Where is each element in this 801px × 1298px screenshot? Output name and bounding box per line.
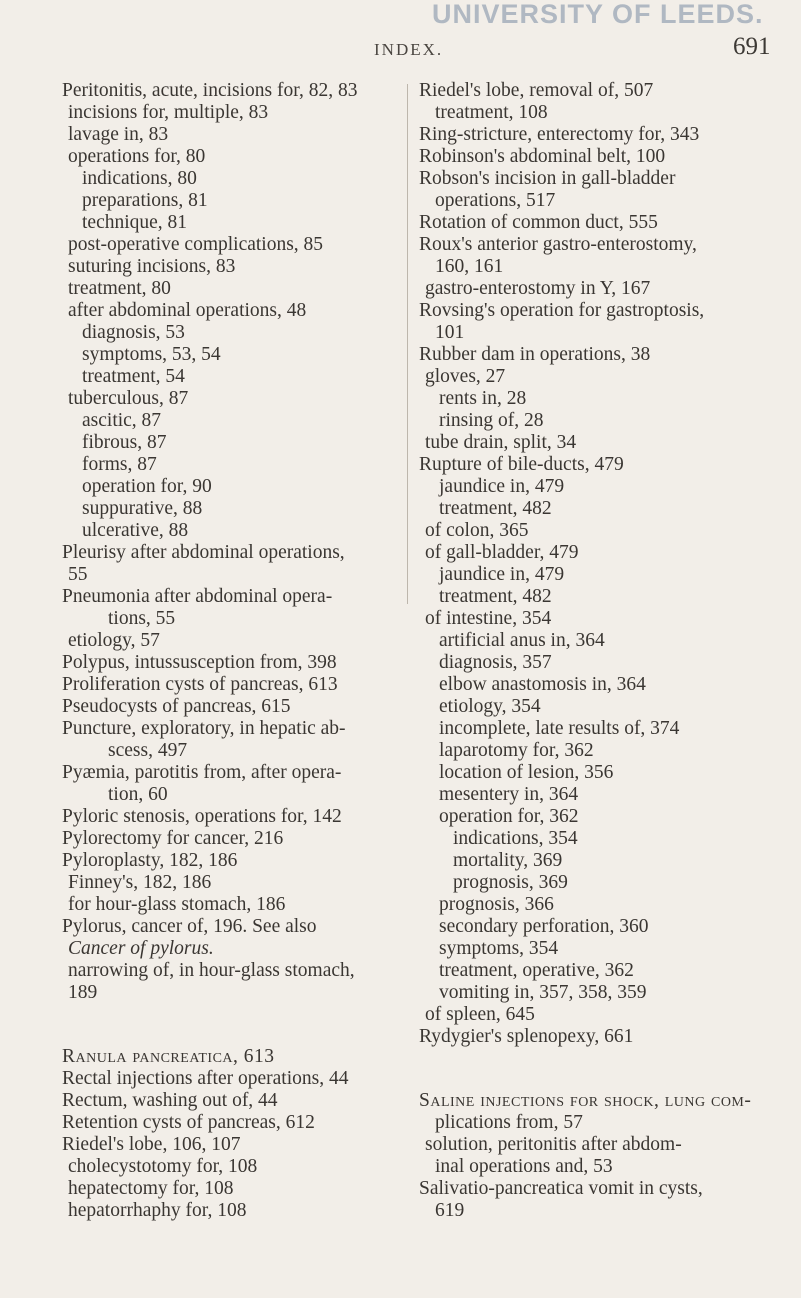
index-entry: Robinson's abdominal belt, 100 bbox=[419, 146, 666, 167]
index-entry: fibrous, 87 bbox=[82, 432, 167, 453]
page-header-title: INDEX. bbox=[374, 40, 444, 59]
index-entry: etiology, 354 bbox=[439, 696, 541, 717]
index-entry: secondary perforation, 360 bbox=[439, 916, 649, 937]
index-entry: Rydygier's splenopexy, 661 bbox=[419, 1026, 634, 1047]
index-entry: technique, 81 bbox=[82, 212, 188, 233]
index-entry: solution, peritonitis after abdom- bbox=[425, 1134, 682, 1155]
index-entry: tube drain, split, 34 bbox=[425, 432, 577, 453]
index-entry: Rupture of bile-ducts, 479 bbox=[419, 454, 624, 475]
index-entry: artificial anus in, 364 bbox=[439, 630, 605, 651]
index-entry: 160, 161 bbox=[435, 256, 504, 277]
index-entry: incomplete, late results of, 374 bbox=[439, 718, 680, 739]
index-entry: treatment, 108 bbox=[435, 102, 548, 123]
index-entry: scess, 497 bbox=[108, 740, 188, 761]
index-entry: Salivatio-pancreatica vomit in cysts, bbox=[419, 1178, 703, 1199]
index-entry: operations, 517 bbox=[435, 190, 556, 211]
index-entry: for hour-glass stomach, 186 bbox=[68, 894, 286, 915]
index-entry: Riedel's lobe, removal of, 507 bbox=[419, 80, 654, 101]
index-entry: Pleurisy after abdominal operations, bbox=[62, 542, 345, 563]
index-entry: treatment, 482 bbox=[439, 586, 552, 607]
index-entry: Robson's incision in gall-bladder bbox=[419, 168, 676, 189]
index-entry: of spleen, 645 bbox=[425, 1004, 535, 1025]
index-entry: treatment, operative, 362 bbox=[439, 960, 634, 981]
index-entry: inal operations and, 53 bbox=[435, 1156, 613, 1177]
index-entry: incisions for, multiple, 83 bbox=[68, 102, 269, 123]
index-entry: of intestine, 354 bbox=[425, 608, 552, 629]
index-entry: Cancer of pylorus. bbox=[68, 938, 214, 959]
index-entry: plications from, 57 bbox=[435, 1112, 583, 1133]
index-entry: Pyloroplasty, 182, 186 bbox=[62, 850, 238, 871]
index-entry: hepatorrhaphy for, 108 bbox=[68, 1200, 247, 1221]
index-entry: operation for, 90 bbox=[82, 476, 212, 497]
index-entry: Rotation of common duct, 555 bbox=[419, 212, 658, 233]
index-entry: Polypus, intussusception from, 398 bbox=[62, 652, 337, 673]
index-entry: post-operative complications, 85 bbox=[68, 234, 324, 255]
index-entry: cholecystotomy for, 108 bbox=[68, 1156, 258, 1177]
index-entry: rinsing of, 28 bbox=[439, 410, 544, 431]
index-entry: operations for, 80 bbox=[68, 146, 206, 167]
library-stamp: UNIVERSITY OF LEEDS. bbox=[432, 0, 764, 28]
index-entry: Pylorectomy for cancer, 216 bbox=[62, 828, 284, 849]
index-entry: lavage in, 83 bbox=[68, 124, 169, 145]
index-entry: treatment, 80 bbox=[68, 278, 171, 299]
index-entry: hepatectomy for, 108 bbox=[68, 1178, 234, 1199]
index-entry: Pyloric stenosis, operations for, 142 bbox=[62, 806, 342, 827]
index-entry: indications, 354 bbox=[453, 828, 578, 849]
index-entry: 619 bbox=[435, 1200, 465, 1221]
index-entry: prognosis, 369 bbox=[453, 872, 568, 893]
index-entry: ulcerative, 88 bbox=[82, 520, 189, 541]
index-entry: rents in, 28 bbox=[439, 388, 527, 409]
index-entry: 55 bbox=[68, 564, 88, 585]
index-entry: Ranula pancreatica, 613 bbox=[62, 1046, 275, 1067]
index-entry: tuberculous, 87 bbox=[68, 388, 189, 409]
index-entry: laparotomy for, 362 bbox=[439, 740, 594, 761]
index-entry: operation for, 362 bbox=[439, 806, 579, 827]
index-entry: symptoms, 354 bbox=[439, 938, 559, 959]
index-entry: treatment, 54 bbox=[82, 366, 185, 387]
index-entry: suturing incisions, 83 bbox=[68, 256, 236, 277]
index-entry: diagnosis, 53 bbox=[82, 322, 185, 343]
index-entry: Peritonitis, acute, incisions for, 82, 83 bbox=[62, 80, 358, 101]
index-entry: Riedel's lobe, 106, 107 bbox=[62, 1134, 241, 1155]
index-entry: elbow anastomosis in, 364 bbox=[439, 674, 646, 695]
index-entry: of gall-bladder, 479 bbox=[425, 542, 579, 563]
index-entry: treatment, 482 bbox=[439, 498, 552, 519]
index-entry: gastro-enterostomy in Y, 167 bbox=[425, 278, 651, 299]
index-entry: Proliferation cysts of pancreas, 613 bbox=[62, 674, 338, 695]
index-entry: Roux's anterior gastro-enterostomy, bbox=[419, 234, 697, 255]
index-entry: vomiting in, 357, 358, 359 bbox=[439, 982, 647, 1003]
page-number: 691 bbox=[733, 33, 771, 60]
index-entry: Finney's, 182, 186 bbox=[68, 872, 212, 893]
index-entry: after abdominal operations, 48 bbox=[68, 300, 307, 321]
index-entry: ascitic, 87 bbox=[82, 410, 162, 431]
index-entry: symptoms, 53, 54 bbox=[82, 344, 221, 365]
index-entry: of colon, 365 bbox=[425, 520, 529, 541]
index-entry: Pseudocysts of pancreas, 615 bbox=[62, 696, 291, 717]
index-entry: etiology, 57 bbox=[68, 630, 160, 651]
index-entry: tion, 60 bbox=[108, 784, 168, 805]
index-entry: jaundice in, 479 bbox=[439, 476, 565, 497]
index-entry: gloves, 27 bbox=[425, 366, 506, 387]
index-entry: forms, 87 bbox=[82, 454, 157, 475]
column-divider bbox=[407, 84, 408, 604]
index-entry: location of lesion, 356 bbox=[439, 762, 614, 783]
index-entry: Pyæmia, parotitis from, after opera- bbox=[62, 762, 342, 783]
index-entry: Rectum, washing out of, 44 bbox=[62, 1090, 278, 1111]
index-entry: Saline injections for shock, lung com- bbox=[419, 1090, 752, 1111]
index-entry: suppurative, 88 bbox=[82, 498, 203, 519]
index-entry: Rectal injections after operations, 44 bbox=[62, 1068, 349, 1089]
index-entry: prognosis, 366 bbox=[439, 894, 554, 915]
index-entry: Pneumonia after abdominal opera- bbox=[62, 586, 333, 607]
index-entry: 101 bbox=[435, 322, 465, 343]
index-entry: Pylorus, cancer of, 196. See also bbox=[62, 916, 317, 937]
index-entry: Ring-stricture, enterectomy for, 343 bbox=[419, 124, 700, 145]
index-entry: Retention cysts of pancreas, 612 bbox=[62, 1112, 315, 1133]
index-entry: mesentery in, 364 bbox=[439, 784, 579, 805]
index-entry: preparations, 81 bbox=[82, 190, 208, 211]
index-entry: tions, 55 bbox=[108, 608, 176, 629]
index-entry: mortality, 369 bbox=[453, 850, 563, 871]
index-entry: Puncture, exploratory, in hepatic ab- bbox=[62, 718, 346, 739]
index-entry: Rubber dam in operations, 38 bbox=[419, 344, 651, 365]
index-entry: jaundice in, 479 bbox=[439, 564, 565, 585]
index-entry: diagnosis, 357 bbox=[439, 652, 552, 673]
index-entry: 189 bbox=[68, 982, 98, 1003]
index-entry: indications, 80 bbox=[82, 168, 197, 189]
index-entry: narrowing of, in hour-glass stomach, bbox=[68, 960, 355, 981]
index-entry: Rovsing's operation for gastroptosis, bbox=[419, 300, 705, 321]
